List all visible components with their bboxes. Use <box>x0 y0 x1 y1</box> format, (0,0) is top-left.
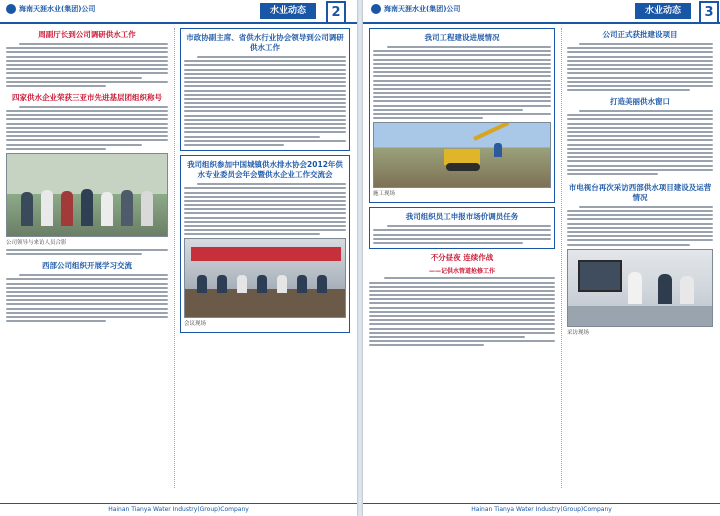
left-logo: 海南天涯水业(集团)公司 <box>6 4 95 14</box>
left-page-header <box>0 0 357 24</box>
photo-meeting <box>184 238 346 318</box>
right-footer: Hainan Tianya Water Industry(Group)Company <box>363 503 720 513</box>
article-box-b2 <box>369 207 555 249</box>
article-block-b3 <box>369 253 555 346</box>
article-body-b5 <box>567 110 713 175</box>
article-title-b1: 我司工程建设进展情况 <box>424 33 500 42</box>
article-title-b2: 我司组织员工申报市场价调员任务 <box>405 212 519 222</box>
right-column-1 <box>369 28 555 349</box>
article-title-a1: 周副厅长到公司调研供水工作 <box>38 30 136 39</box>
left-column-2 <box>180 28 350 333</box>
article-body-b3 <box>369 277 555 346</box>
left-footer: Hainan Tianya Water Industry(Group)Company <box>0 503 357 513</box>
left-page-number: 2 <box>326 1 346 24</box>
right-section-band: 水业动态 <box>635 3 691 19</box>
photo3-caption: 施工现场 <box>373 191 396 198</box>
company-logo-icon <box>371 4 381 14</box>
article-subtitle-b3: ——记供水管道抢修工作 <box>428 268 495 276</box>
left-section-band: 水业动态 <box>260 3 316 19</box>
photo-construction <box>373 122 551 188</box>
article-title-a5: 西部公司组织开展学习交流 <box>42 261 132 271</box>
article-body-a4 <box>184 183 346 235</box>
company-logo-icon <box>6 4 16 14</box>
article-body-a2 <box>6 106 168 150</box>
article-title-b4: 公司正式获批建设项目 <box>602 30 678 39</box>
article-box-b1 <box>369 28 555 203</box>
article-body-b1 <box>373 46 551 119</box>
article-box-a3 <box>180 28 350 151</box>
article-body-a5 <box>6 274 168 322</box>
photo1-caption: 公司领导与来访人员合影 <box>6 239 67 246</box>
article-title-b5: 打造美丽供水窗口 <box>610 97 670 107</box>
right-column-divider <box>561 28 562 488</box>
left-column-divider <box>174 28 175 488</box>
right-page-header <box>363 0 720 24</box>
photo4-caption: 采访现场 <box>567 329 590 336</box>
article-body-b2 <box>373 225 551 244</box>
right-column-2 <box>567 28 713 339</box>
right-logo: 海南天涯水业(集团)公司 <box>371 4 460 14</box>
article-title-a4: 我司组织参加中国城镇供水排水协会2012年供水专业委员会年会暨供水企业工作交流会 <box>187 160 343 180</box>
article-title-a2: 四家供水企业荣获三亚市先进基层团组织称号 <box>12 92 162 102</box>
article-body-a3 <box>184 56 346 146</box>
article-body-a1 <box>6 43 168 87</box>
article-title-b3: 不分昼夜 连续作战 <box>430 253 494 263</box>
photo-group-visit <box>6 153 168 237</box>
article-body-b4 <box>567 43 713 91</box>
left-page <box>0 0 357 516</box>
article-body-b6 <box>567 206 713 246</box>
right-page <box>363 0 720 516</box>
article-title-b6: 市电视台再次采访西部供水项目建设及运营情况 <box>568 182 712 202</box>
article-title-a3: 市政协副主席、省供水行业协会领导到公司调研供水工作 <box>186 33 344 52</box>
article-box-a4 <box>180 155 350 333</box>
photo-interview <box>567 249 713 327</box>
right-page-number: 3 <box>699 1 719 24</box>
photo2-caption: 会议现场 <box>184 321 207 328</box>
left-column-1 <box>6 28 168 324</box>
